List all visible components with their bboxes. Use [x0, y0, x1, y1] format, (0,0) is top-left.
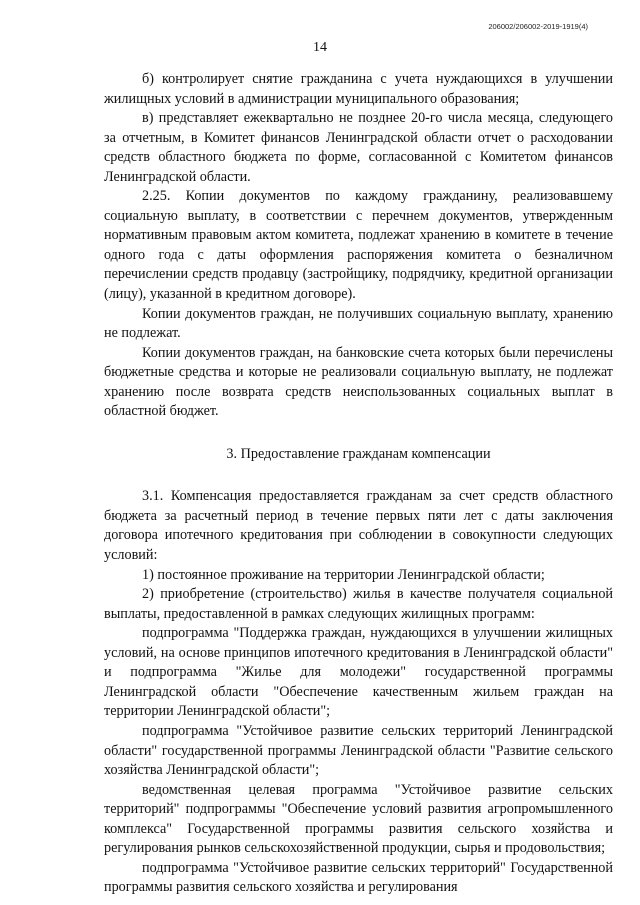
paragraph: в) представляет ежеквартально не позднее 20-го числа месяца, следующего за отчетным, в Комитет финансов Ленинградской области отчет о расходовании средств областного бюджета по форме, согласованной с Комитетом финансов Ленинградской области.	[104, 110, 613, 185]
document-code: 206002/206002-2019-1919(4)	[488, 22, 588, 31]
paragraph: 2.25. Копии документов по каждому гражданину, реализовавшему социальную выплату, в соответствии с перечнем документов, утвержденным нормативным правовым актом комитета, подлежат хранению в комитете в течение одного года с даты оформления распоряжения комитета о безналичном перечислении средств продавцу (застройщику, подрядчику, кредитной организации (лицу), указанной в кредитном договоре).	[104, 188, 613, 303]
paragraph: подпрограмма "Устойчивое развитие сельских территорий Ленинградской области" государственной программы Ленинградской области "Развитие сельского хозяйства Ленинградской области";	[104, 722, 613, 779]
page-number: 14	[313, 40, 327, 55]
paragraph: 3.1. Компенсация предоставляется гражданам за счет средств областного бюджета за расчетный период в течение первых пяти лет с даты заключения договора ипотечного кредитования при соблюдении в совокупности следующих условий:	[104, 488, 613, 564]
paragraph: Копии документов граждан, на банковские счета которых были перечислены бюджетные средства и которые не реализовали социальную выплату, не подлежат хранению после возврата средств неиспользованных социальных выплат в областной бюджет.	[104, 344, 613, 420]
paragraph: подпрограмма "Устойчивое развитие сельских территорий" Государственной программы развития сельского хозяйства и регулирования	[104, 859, 613, 896]
paragraph: б) контролирует снятие гражданина с учета нуждающихся в улучшении жилищных условий в администрации муниципального образования;	[104, 71, 613, 107]
paragraph: подпрограмма "Поддержка граждан, нуждающихся в улучшении жилищных условий, на основе принципов ипотечного кредитования в Ленинградской области" и подпрограмма "Жилье для молодежи" государственной программы Ленинградской области "Обеспечение качественным жильем граждан на территории Ленинградской области";	[104, 625, 613, 720]
section-heading: 3. Предоставление гражданам компенсации	[226, 445, 491, 462]
paragraph: 2) приобретение (строительство) жилья в качестве получателя социальной выплаты, предоставленной в рамках следующих жилищных программ:	[104, 586, 613, 622]
document-body	[104, 70, 613, 898]
paragraph: ведомственная целевая программа "Устойчивое развитие сельских территорий" подпрограммы "Обеспечение условий развития агропромышленного комплекса" Государственной программы развития сельского хозяйства и регулирования рынков сельскохозяйственной продукции, сырья и продовольствия;	[104, 781, 613, 857]
paragraph: Копии документов граждан, не получивших социальную выплату, хранению не подлежат.	[104, 305, 613, 342]
paragraph: 1) постоянное проживание на территории Ленинградской области;	[142, 566, 545, 583]
